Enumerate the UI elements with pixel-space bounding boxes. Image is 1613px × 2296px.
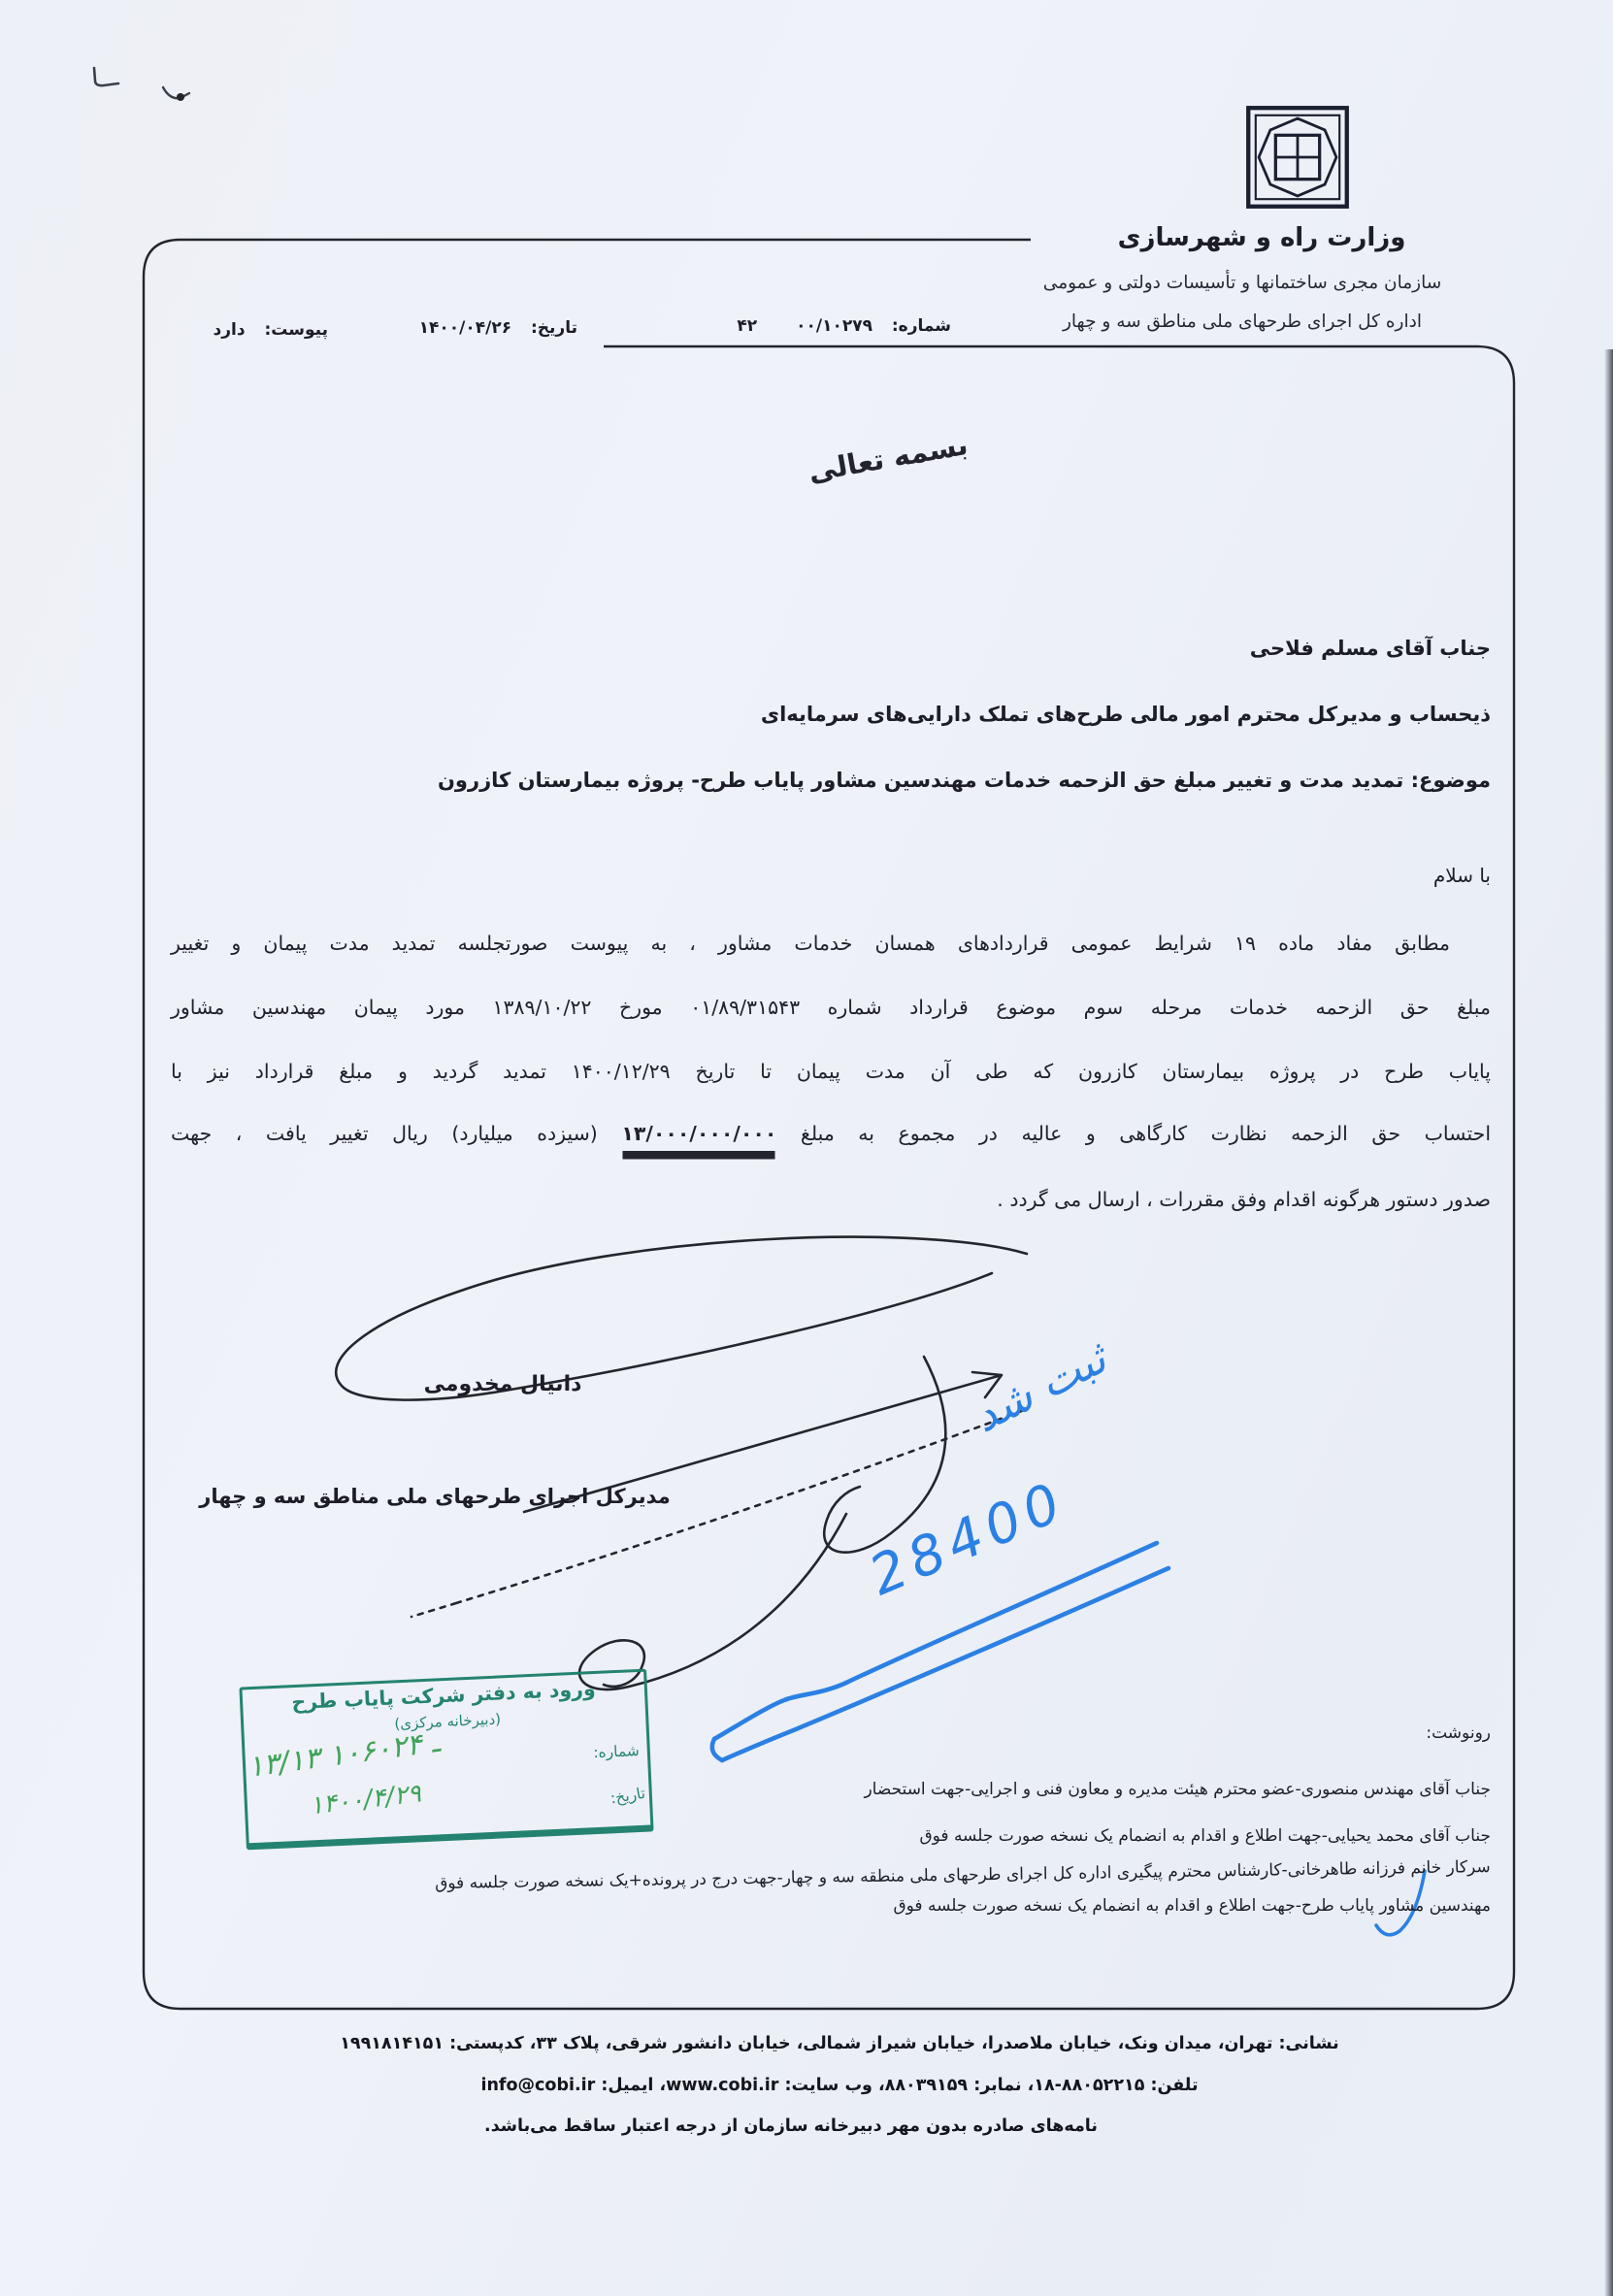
contract-amount: ۱۳/۰۰۰/۰۰۰/۰۰۰ (621, 1122, 776, 1151)
cc-item: مهندسین مشاور پایاب طرح-جهت اطلاع و اقدام به انضمام یک نسخه صورت جلسه فوق (893, 1896, 1491, 1916)
department-name: اداره کل اجرای طرحهای ملی مناطق سه و چهار (1062, 312, 1423, 332)
signatory-name: دانیال مخدومی (423, 1372, 582, 1396)
stamp-title: ورود به دفتر شرکت پایاب طرح (290, 1676, 597, 1715)
stamp-subtitle: (دبیرخانه مرکزی) (394, 1710, 502, 1733)
organization-name: سازمان مجری ساختمانها و تأسیسات دولتی و عمومی (1042, 273, 1442, 293)
body-line-5: صدور دستور هرگونه اقدام وفق مقررات ، ارسال می گردد . (997, 1188, 1491, 1211)
pen-mark-icon (94, 68, 118, 85)
salutation: با سلام (1432, 864, 1491, 887)
cc-item: جناب آقای مهندس منصوری-عضو محترم هیئت مدیره و معاون فنی و اجرایی-جهت استحضار (864, 1780, 1491, 1799)
letter-date-value: ۱۴۰۰/۰۴/۲۶ (418, 318, 512, 338)
pen-mark-icon (163, 87, 189, 98)
body-line-3: پایاب طرح در پروژه بیمارستان کازرون که طی آن مدت پیمان تا تاریخ ۱۴۰۰/۱۲/۲۹ تمدید گردید و مبلغ قرارداد نیز با (171, 1060, 1491, 1083)
ink-dot (177, 93, 184, 101)
stamp-date-handwriting: ۱۴۰۰/۴/۲۹ (308, 1779, 423, 1821)
cc-item: سرکار خانم فرزانه طاهرخانی-کارشناس محترم پیگیری اداره کل اجرای طرحهای ملی منطقه سه و چهار-جهت درج در پرونده+یک نسخه صورت جلسه فوق (435, 1857, 1492, 1894)
letter-number-label: شماره: (891, 316, 951, 336)
body-line-4-post: (سیزده میلیارد) ریال تغییر یافت ، جهت (171, 1122, 622, 1145)
attachment-value: دارد (213, 320, 246, 340)
stamp-number-label: شماره: (592, 1741, 641, 1762)
besmele-calligraphy: بسمه تعالی (806, 427, 971, 489)
attachment-label: پیوست: (264, 320, 328, 340)
stamp-number-handwriting: ۱۳/۱۳ ـ ۱۰۶۰۲۴ (246, 1724, 443, 1785)
body-line-4-pre: احتساب حق الزحمه نظارت کارگاهی و عالیه در مجموع به مبلغ (776, 1122, 1492, 1145)
registration-number-handwriting: 28400 (860, 1469, 1076, 1609)
recipient-title: ذیحساب و مدیرکل محترم امور مالی طرح‌های تملک دارایی‌های سرمایه‌ای (760, 703, 1491, 726)
company-entry-stamp (239, 1669, 653, 1851)
recipient-name: جناب آقای مسلم فلاحی (1249, 637, 1491, 660)
letter-number-value: ۰۰/۱۰۲۷۹ (796, 316, 872, 336)
stamp-date-label: تاریخ: (609, 1784, 647, 1808)
letter-date-field (374, 318, 577, 338)
cc-item: جناب آقای محمد یحیایی-جهت اطلاع و اقدام به انضمام یک نسخه صورت جلسه فوق (919, 1826, 1491, 1846)
signatory-title: مدیرکل اجرای طرحهای ملی مناطق سه و چهار (199, 1485, 671, 1508)
subject-line: موضوع: تمدید مدت و تغییر مبلغ حق الزحمه خدمات مهندسین مشاور پایاب طرح- پروژه بیمارستان کازرون (438, 769, 1491, 792)
ministry-name: وزارت راه و شهرسازی (1117, 223, 1406, 252)
cc-label: رونوشت: (1426, 1723, 1491, 1743)
letter-date-label: تاریخ: (531, 318, 577, 338)
footer-address: نشانی: تهران، میدان ونک، خیابان ملاصدرا، خیابان شیراز شمالی، خیابان دانشور شرقی، پلاک ۳۳، کدپستی: ۱۹۹۱۸۱۴۱۵۱ (340, 2034, 1339, 2053)
footer-disclaimer: نامه‌های صادره بدون مهر دبیرخانه سازمان از درجه اعتبار ساقط می‌باشد. (484, 2116, 1098, 2136)
body-line-2: مبلغ حق الزحمه خدمات مرحله سوم موضوع قرارداد شماره ۰۱/۸۹/۳۱۵۴۳ مورخ ۱۳۸۹/۱۰/۲۲ مورد پیمان مهندسین مشاور (171, 996, 1491, 1019)
body-line-1: مطابق مفاد ماده ۱۹ شرایط عمومی قراردادهای همسان خدمات مشاور ، به پیوست صورتجلسه تمدید مدت پیمان و تغییر (171, 932, 1450, 955)
letter-number-field (641, 316, 951, 336)
scan-edge-shadow (1604, 349, 1613, 2296)
registration-note-handwriting: ثبت شد (964, 1331, 1115, 1443)
body-line-4 (171, 1122, 1491, 1145)
attachment-field (192, 320, 328, 340)
footer-contact: تلفن: ۸۸۰۵۲۲۱۵-۱۸، نمابر: ۸۸۰۳۹۱۵۹، وب سایت: www.cobi.ir، ایمیل: info@cobi.ir (480, 2076, 1199, 2095)
letter-number-extra: ۴۲ (737, 316, 758, 336)
ministry-emblem-icon (1245, 105, 1350, 210)
